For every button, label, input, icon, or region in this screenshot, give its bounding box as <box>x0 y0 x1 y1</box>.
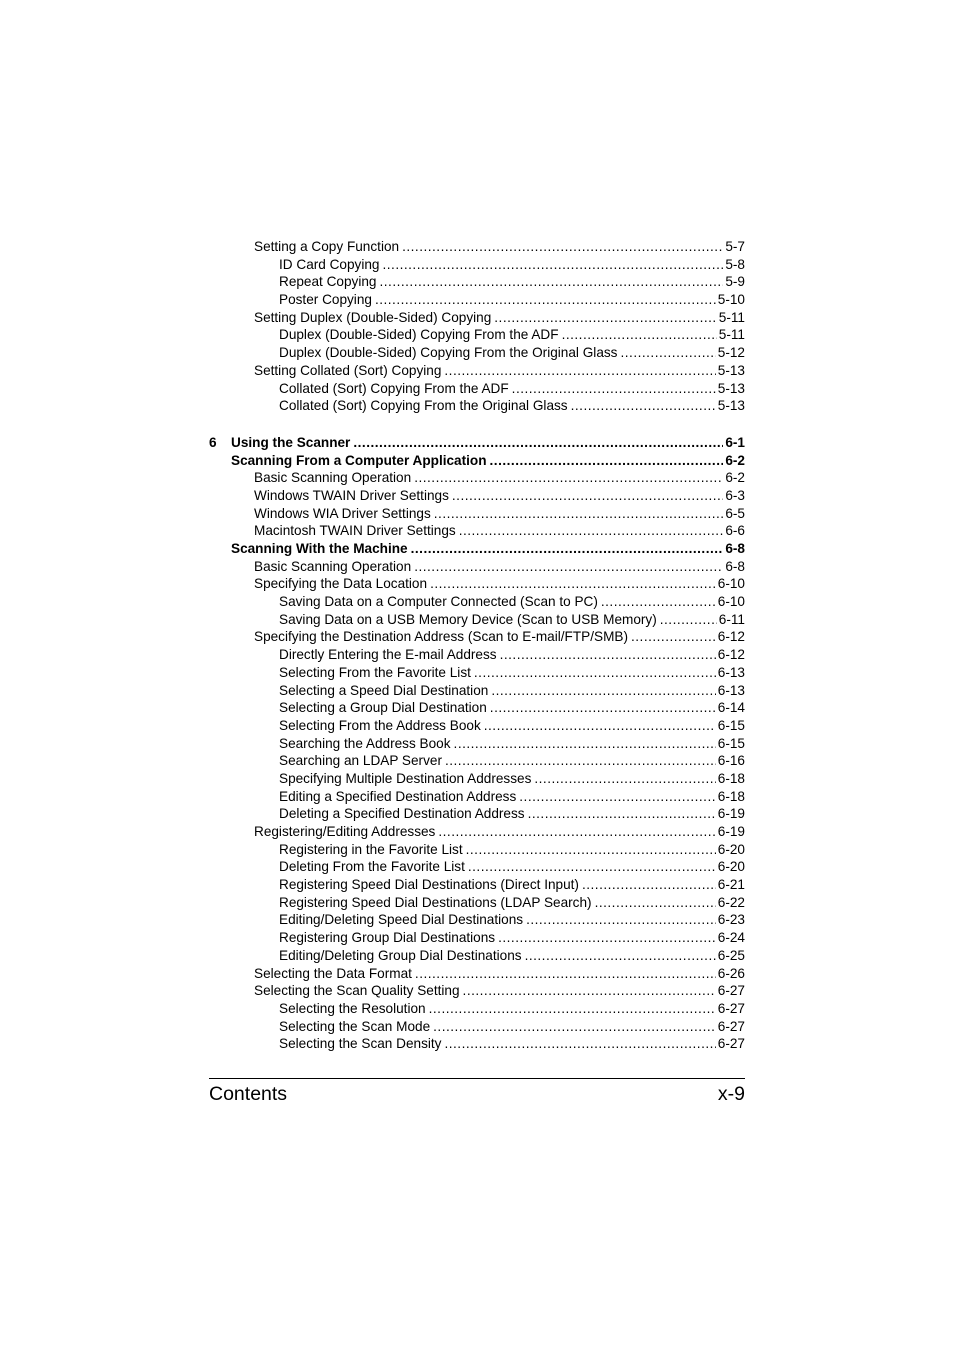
dot-leader <box>415 965 716 983</box>
toc-section-chapter5 <box>0 238 954 415</box>
toc-entry-page: 6-8 <box>725 541 745 556</box>
toc-entry-line <box>279 735 745 753</box>
toc-entry-title: Registering Speed Dial Destinations (LDAP Search) <box>279 894 592 910</box>
dot-leader <box>582 876 716 894</box>
toc-entry-title: Registering in the Favorite List <box>279 841 463 857</box>
toc-entry[interactable] <box>0 1000 954 1018</box>
toc-entry-line <box>254 965 745 983</box>
toc-entry-title: Windows WIA Driver Settings <box>254 505 431 521</box>
dot-leader <box>444 1035 715 1053</box>
toc-entry-title: Duplex (Double-Sided) Copying From the ADF <box>279 327 559 343</box>
toc-entry-line <box>254 238 745 256</box>
dot-leader <box>468 858 716 876</box>
toc-entry-title: Repeat Copying <box>279 274 377 290</box>
dot-leader <box>463 982 716 1000</box>
toc-entry[interactable] <box>0 841 954 859</box>
toc-entry[interactable] <box>0 487 954 505</box>
toc-entry-line <box>254 982 745 1000</box>
toc-entry-page: 6-18 <box>717 770 745 786</box>
toc-section-chapter6 <box>0 434 954 1053</box>
toc-entry-title: Selecting the Resolution <box>279 1000 426 1016</box>
toc-entry-title: Duplex (Double-Sided) Copying From the Original Glass <box>279 345 618 361</box>
toc-entry-page: 6-22 <box>717 894 745 910</box>
toc-entry[interactable] <box>0 575 954 593</box>
toc-entry-page: 6-13 <box>717 664 745 680</box>
toc-entry[interactable] <box>0 699 954 717</box>
toc-entry-title: Collated (Sort) Copying From the ADF <box>279 380 509 396</box>
toc-entry-title: Using the Scanner <box>231 434 351 450</box>
toc-entry-line <box>279 699 745 717</box>
toc-entry-line <box>279 1000 745 1018</box>
toc-entry-title: Specifying the Destination Address (Scan to E-mail/FTP/SMB) <box>254 629 628 645</box>
dot-leader <box>414 469 723 487</box>
dot-leader <box>494 309 717 327</box>
toc-entry-title: Selecting a Speed Dial Destination <box>279 682 489 698</box>
toc-entry-page: 6-5 <box>725 505 745 521</box>
toc-entry-line <box>279 291 745 309</box>
dot-leader <box>429 1000 716 1018</box>
toc-entry-line <box>279 1018 745 1036</box>
dot-leader <box>445 752 716 770</box>
toc-entry-title: Selecting the Scan Mode <box>279 1018 431 1034</box>
toc-entry[interactable] <box>0 735 954 753</box>
toc-entry-line <box>254 823 745 841</box>
toc-entry-page: 6-16 <box>717 753 745 769</box>
toc-entry[interactable] <box>0 362 954 380</box>
toc-entry[interactable] <box>0 238 954 256</box>
dot-leader <box>660 611 717 629</box>
toc-entry-line <box>254 522 745 540</box>
toc-entry-title: Deleting From the Favorite List <box>279 859 465 875</box>
toc-entry-page: 5-9 <box>725 274 745 290</box>
toc-entry-title: Selecting From the Favorite List <box>279 664 471 680</box>
toc-entry[interactable] <box>0 894 954 912</box>
toc-entry-page: 6-18 <box>717 788 745 804</box>
toc-entry-title: Saving Data on a Computer Connected (Scan to PC) <box>279 594 598 610</box>
toc-entry[interactable] <box>0 628 954 646</box>
dot-leader <box>500 646 716 664</box>
toc-entry[interactable] <box>0 752 954 770</box>
toc-entry-title: Scanning From a Computer Application <box>231 452 487 468</box>
toc-entry-title: Editing/Deleting Speed Dial Destinations <box>279 912 524 928</box>
toc-entry-page: 5-12 <box>717 345 745 361</box>
toc-entry-line <box>279 717 745 735</box>
toc-entry-page: 6-10 <box>717 594 745 610</box>
toc-entry-page: 6-27 <box>717 1000 745 1016</box>
toc-entry[interactable] <box>0 611 954 629</box>
toc-entry-page: 6-27 <box>717 1018 745 1034</box>
toc-entry-page: 6-2 <box>725 452 745 468</box>
dot-leader <box>601 593 716 611</box>
toc-entry[interactable] <box>0 911 954 929</box>
toc-entry-page: 6-11 <box>718 611 745 627</box>
toc-entry-line <box>279 770 745 788</box>
toc-entry-line <box>279 876 745 894</box>
dot-leader <box>375 291 716 309</box>
toc-entry[interactable] <box>0 309 954 327</box>
toc-entry-line <box>279 611 745 629</box>
toc-entry-title: Setting a Copy Function <box>254 239 400 254</box>
dot-leader <box>380 273 724 291</box>
dot-leader <box>526 911 716 929</box>
dot-leader <box>571 397 716 415</box>
toc-entry-page: 6-14 <box>717 700 745 716</box>
toc-entry-page: 6-6 <box>725 523 745 539</box>
toc-entry-line <box>279 593 745 611</box>
toc-entry[interactable] <box>0 682 954 700</box>
toc-entry[interactable] <box>0 273 954 291</box>
toc-entry[interactable] <box>0 947 954 965</box>
toc-entry-page: 6-23 <box>717 912 745 928</box>
toc-entry-page: 6-12 <box>717 629 745 645</box>
dot-leader <box>512 380 716 398</box>
toc-entry-line <box>279 752 745 770</box>
footer-section-title: Contents <box>209 1083 288 1105</box>
toc-entry-page: 6-12 <box>717 647 745 663</box>
toc-entry[interactable] <box>0 646 954 664</box>
section-gap <box>0 415 954 434</box>
toc-entry-line <box>279 947 745 965</box>
toc-entry-line <box>279 682 745 700</box>
toc-entry-page: 6-13 <box>717 682 745 698</box>
toc-entry-page: 5-11 <box>718 327 745 343</box>
toc-entry-title: Specifying the Data Location <box>254 576 428 592</box>
dot-leader <box>534 770 715 788</box>
dot-leader <box>528 805 716 823</box>
toc-entry-line <box>231 540 745 558</box>
dot-leader <box>498 929 716 947</box>
toc-entry-title: Specifying Multiple Destination Addresses <box>279 770 532 786</box>
toc-entry-page: 6-15 <box>717 717 745 733</box>
toc-entry[interactable] <box>0 326 954 344</box>
toc-entry-title: Selecting the Scan Density <box>279 1036 442 1052</box>
dot-leader <box>454 735 716 753</box>
toc-entry[interactable] <box>0 876 954 894</box>
toc-entry-title: Selecting a Group Dial Destination <box>279 700 487 716</box>
toc-entry-page: 6-19 <box>717 824 745 839</box>
toc-entry[interactable] <box>0 770 954 788</box>
dot-leader <box>434 505 724 523</box>
toc-entry-page: 6-25 <box>717 947 745 963</box>
toc-entry-title: Poster Copying <box>279 292 372 308</box>
dot-leader <box>490 452 724 470</box>
toc-entry-page: 6-19 <box>717 806 745 822</box>
dot-leader <box>411 540 724 558</box>
toc-entry-page: 5-10 <box>717 292 745 308</box>
footer-divider <box>209 1078 745 1079</box>
toc-entry-line <box>279 788 745 806</box>
toc-entry-title: Basic Scanning Operation <box>254 470 412 486</box>
toc-entry[interactable] <box>0 434 954 452</box>
toc-entry[interactable] <box>0 522 954 540</box>
toc-entry-line <box>254 309 745 327</box>
toc-entry-line <box>279 894 745 912</box>
dot-leader <box>562 326 717 344</box>
dot-leader <box>438 823 715 841</box>
toc-entry[interactable] <box>0 540 954 558</box>
toc-entry[interactable] <box>0 664 954 682</box>
toc-entry[interactable] <box>0 788 954 806</box>
toc-entry-page: 6-27 <box>717 983 745 999</box>
toc-entry-title: Searching an LDAP Server <box>279 753 442 769</box>
dot-leader <box>519 788 716 806</box>
toc-entry-title: Directly Entering the E-mail Address <box>279 647 497 663</box>
toc-entry-line <box>279 380 745 398</box>
dot-leader <box>490 699 716 717</box>
toc-entry[interactable] <box>0 593 954 611</box>
toc-entry-title: Scanning With the Machine <box>231 541 408 556</box>
toc-entry-line <box>254 558 745 576</box>
toc-entry-page: 6-24 <box>717 930 745 946</box>
dot-leader <box>631 628 716 646</box>
dot-leader <box>414 558 723 576</box>
toc-entry-line <box>279 646 745 664</box>
toc-entry-page: 6-15 <box>717 735 745 751</box>
toc-entry-title: Selecting From the Address Book <box>279 717 481 733</box>
toc-entry-title: Deleting a Specified Destination Address <box>279 806 525 822</box>
dot-leader <box>491 682 715 700</box>
toc-entry-line <box>279 858 745 876</box>
toc-entry-title: Windows TWAIN Driver Settings <box>254 487 449 503</box>
toc-entry-line <box>279 326 745 344</box>
toc-entry[interactable] <box>0 452 954 470</box>
toc-entry[interactable] <box>0 823 954 841</box>
toc-entry-line <box>279 273 745 291</box>
toc-entry-page: 5-13 <box>717 398 745 414</box>
dot-leader <box>484 717 716 735</box>
toc-entry-line <box>279 664 745 682</box>
dot-leader <box>383 256 724 274</box>
toc-entry-line <box>279 841 745 859</box>
toc-entry-title: Searching the Address Book <box>279 735 451 751</box>
toc-entry-line <box>279 929 745 947</box>
toc-entry-title: Setting Duplex (Double-Sided) Copying <box>254 309 492 325</box>
toc-entry-title: ID Card Copying <box>279 256 380 272</box>
toc-entry[interactable] <box>0 858 954 876</box>
table-of-contents <box>0 238 954 1053</box>
toc-entry-page: 6-2 <box>725 470 745 486</box>
toc-entry-line <box>279 397 745 415</box>
dot-leader <box>430 575 716 593</box>
toc-entry-line <box>254 469 745 487</box>
toc-entry-page: 5-8 <box>725 256 745 272</box>
toc-entry[interactable] <box>0 982 954 1000</box>
toc-entry-title: Basic Scanning Operation <box>254 558 412 574</box>
toc-entry-page: 5-11 <box>718 309 745 325</box>
dot-leader <box>444 362 715 380</box>
toc-entry-line <box>231 434 745 452</box>
chapter-number: 6 <box>209 434 217 450</box>
toc-entry-title: Editing a Specified Destination Address <box>279 788 517 804</box>
toc-entry[interactable] <box>0 1035 954 1053</box>
toc-entry-title: Registering Speed Dial Destinations (Direct Input) <box>279 877 579 893</box>
toc-entry-line <box>279 256 745 274</box>
toc-entry[interactable] <box>0 717 954 735</box>
dot-leader <box>620 344 715 362</box>
toc-entry-title: Registering/Editing Addresses <box>254 824 436 839</box>
toc-entry[interactable] <box>0 291 954 309</box>
toc-entry[interactable] <box>0 397 954 415</box>
toc-entry[interactable] <box>0 929 954 947</box>
toc-entry-line <box>279 1035 745 1053</box>
footer-page-number: x-9 <box>717 1083 745 1105</box>
dot-leader <box>433 1018 716 1036</box>
toc-entry-line <box>231 452 745 470</box>
toc-entry[interactable] <box>0 380 954 398</box>
toc-entry-line <box>254 362 745 380</box>
toc-entry-page: 6-8 <box>725 558 745 574</box>
toc-entry[interactable] <box>0 1018 954 1036</box>
toc-entry-page: 6-20 <box>717 841 745 857</box>
toc-entry-line <box>254 487 745 505</box>
dot-leader <box>353 434 723 452</box>
toc-entry[interactable] <box>0 344 954 362</box>
toc-entry-page: 5-13 <box>717 380 745 396</box>
toc-entry-title: Macintosh TWAIN Driver Settings <box>254 523 456 539</box>
toc-entry[interactable] <box>0 469 954 487</box>
toc-entry-page: 6-26 <box>717 965 745 981</box>
toc-entry-title: Setting Collated (Sort) Copying <box>254 362 442 378</box>
toc-entry-title: Selecting the Data Format <box>254 965 412 981</box>
toc-entry-page: 6-20 <box>717 859 745 875</box>
toc-entry-line <box>254 575 745 593</box>
toc-entry-line <box>279 911 745 929</box>
dot-leader <box>474 664 716 682</box>
dot-leader <box>402 238 723 256</box>
toc-entry-page: 6-1 <box>725 434 745 450</box>
toc-entry-page: 6-27 <box>717 1036 745 1052</box>
toc-entry-line <box>279 344 745 362</box>
toc-entry-line <box>279 805 745 823</box>
toc-entry[interactable] <box>0 256 954 274</box>
toc-entry-page: 6-10 <box>717 576 745 592</box>
toc-entry[interactable] <box>0 558 954 576</box>
toc-entry[interactable] <box>0 505 954 523</box>
toc-entry-title: Selecting the Scan Quality Setting <box>254 983 460 999</box>
dot-leader <box>466 841 716 859</box>
toc-entry-title: Registering Group Dial Destinations <box>279 930 496 946</box>
toc-entry-page: 6-3 <box>725 487 745 503</box>
toc-entry-title: Saving Data on a USB Memory Device (Scan to USB Memory) <box>279 611 657 627</box>
toc-entry-title: Collated (Sort) Copying From the Original Glass <box>279 398 568 414</box>
toc-entry-page: 5-13 <box>717 362 745 378</box>
dot-leader <box>459 522 724 540</box>
toc-entry-line <box>254 505 745 523</box>
toc-entry[interactable] <box>0 805 954 823</box>
dot-leader <box>525 947 716 965</box>
toc-entry-page: 5-7 <box>725 239 745 254</box>
toc-entry-line <box>254 628 745 646</box>
toc-entry[interactable] <box>0 965 954 983</box>
toc-entry-title: Editing/Deleting Group Dial Destinations <box>279 947 522 963</box>
toc-entry-page: 6-21 <box>717 877 745 893</box>
dot-leader <box>595 894 716 912</box>
dot-leader <box>452 487 723 505</box>
